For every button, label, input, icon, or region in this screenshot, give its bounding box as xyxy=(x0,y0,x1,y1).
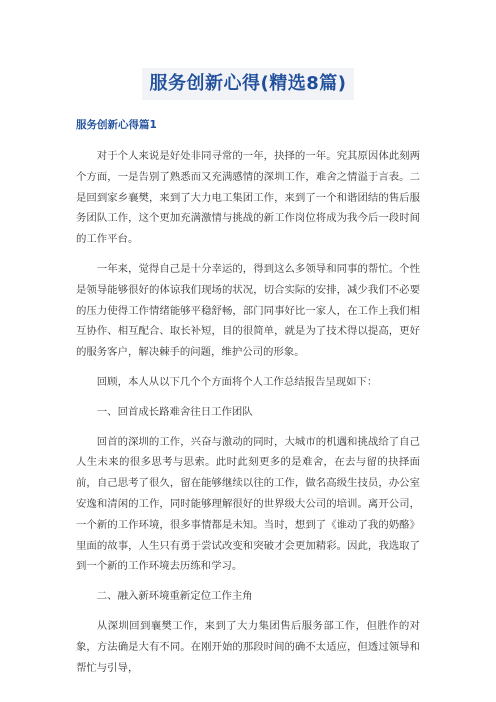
page-title: 服务创新心得(精选8篇) xyxy=(142,68,355,100)
paragraph: 回顾，本人从以下几个个方面将个人工作总结报告呈现如下： xyxy=(96,375,378,388)
paragraph: 回首的深圳的工作，兴奋与激动的同时，大城市的机遇和挑战给了自己人生未来的很多思考与思索。此时此刻更多的是难舍，在去与留的抉择面前，自己思考了很久，留在能够继续以往的工作，做名高级生技员，办公室安逸和清闲的工作，同时能够理解很好的世界级大公司的培训。离开公司，一个新的工作环境，很多事情都是未知。当时，想到了《谁动了我的奶酪》里面的故事，人生只有勇于尝试改变和突破才会更加精彩。因此，我选取了到一个新的工作环境去历练和学习。 xyxy=(76,435,420,573)
section-heading: 服务创新心得篇1 xyxy=(76,119,157,131)
paragraph: 对于个人来说是好处非同寻常的一年，抉择的一年。究其原因体此刻两个方面，一是告别了熟悉而又充满感情的深圳工作，难舍之情溢于言表。二是回到家乡襄樊，来到了大力电工集团工作，来到了一个和谐团结的售后服务团队工作，这个更加充满激情与挑战的新工作岗位将成为我今后一段时间的工作平台。 xyxy=(76,150,420,246)
paragraph: 从深圳回到襄樊工作，来到了大力集团售后服务部工作，但胜作的对象，方法确是大有不同。在刚开始的那段时间的确不太适应，但透过领导和帮忙与引导， xyxy=(76,619,420,674)
title-container xyxy=(0,68,496,100)
article-body xyxy=(76,146,420,687)
paragraph: 一年来，觉得自己是十分幸运的，得到这么多领导和同事的帮忙。个性是领导能够很好的体谅我们现场的状况，切合实际的安排，减少我们不必要的压力使得工作情绪能够平稳舒畅，部门同事好比一家人，在工作上我们相互协作、相互配合、取长补短，目的很简单，就是为了技术得以提高，更好的服务客户，解决棘手的问题，维护公司的形象。 xyxy=(76,262,420,359)
subheading: 二、融入新环境重新定位工作主角 xyxy=(96,590,253,603)
subheading: 一、回首成长路难舍往日工作团队 xyxy=(96,405,253,418)
